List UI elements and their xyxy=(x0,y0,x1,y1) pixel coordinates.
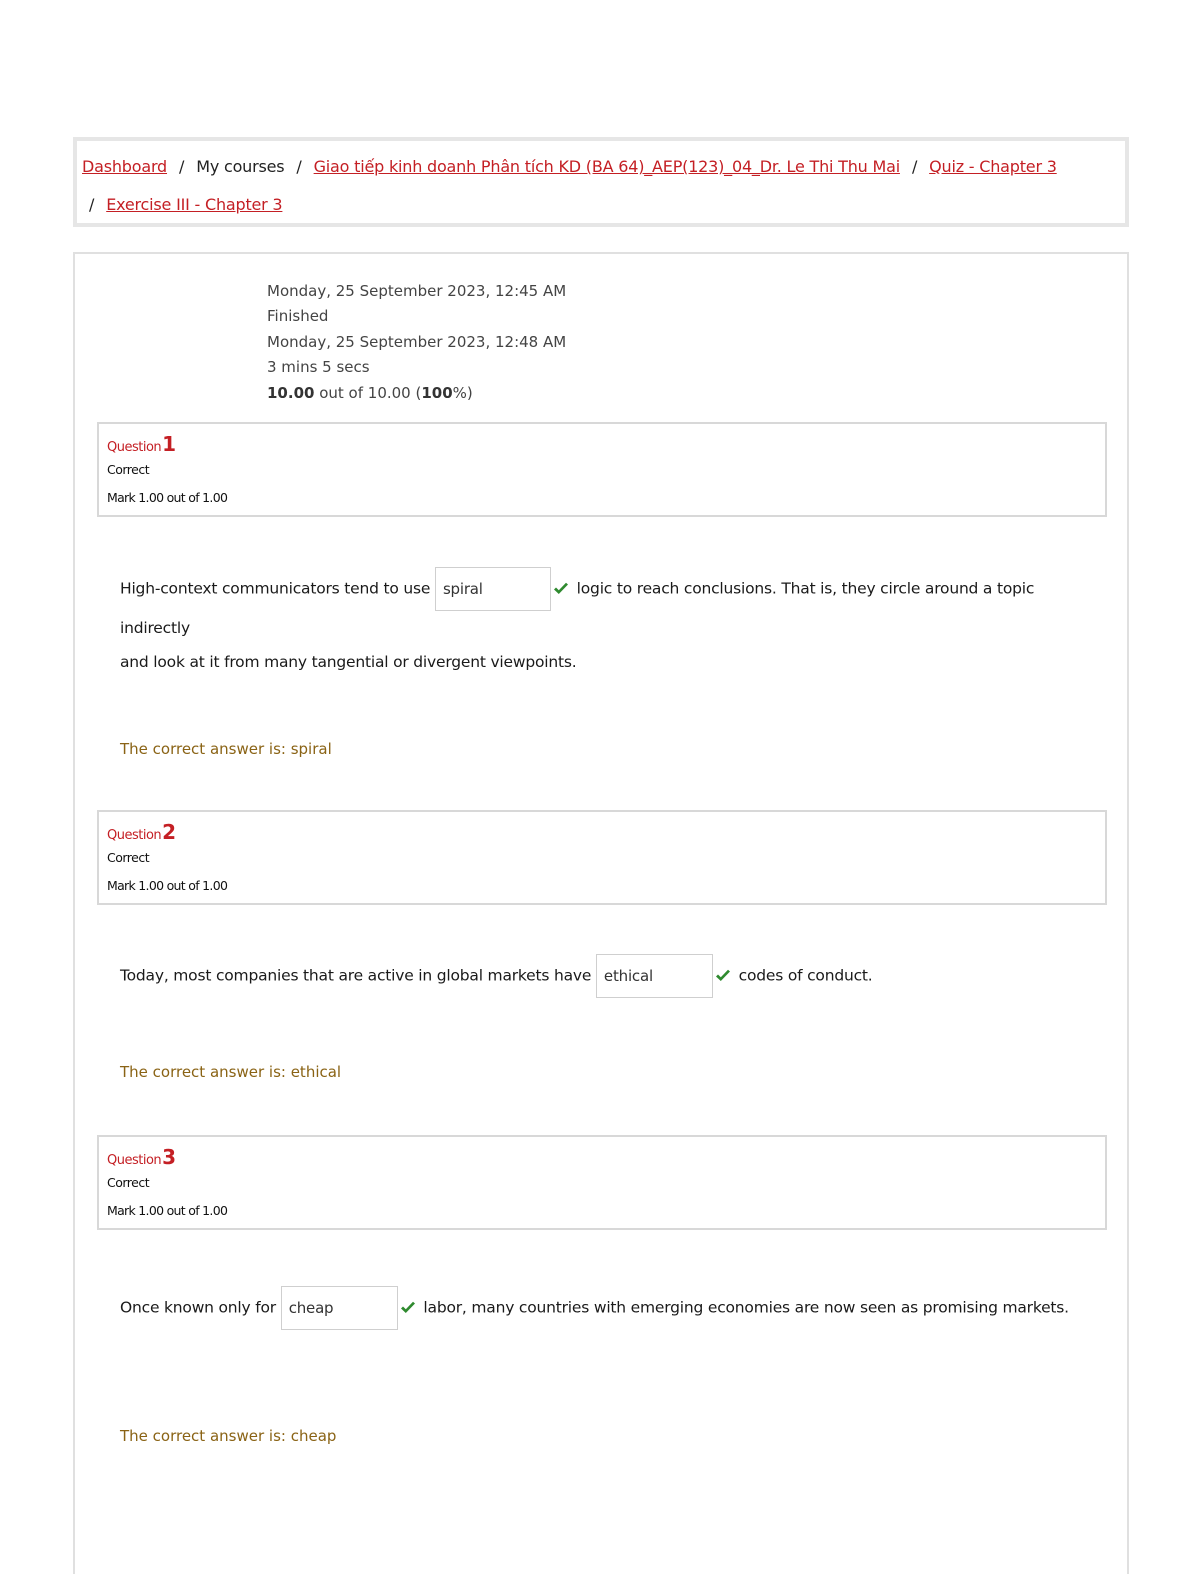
question-number xyxy=(107,1145,176,1169)
breadcrumb-separator: / xyxy=(179,157,185,176)
grade-value xyxy=(267,384,473,402)
started-on-value: Monday, 25 September 2023, 12:45 AM xyxy=(267,282,567,300)
question-text-after: labor, many countries with emerging economies are now seen as promising markets. xyxy=(423,1298,1069,1317)
question-label: Question xyxy=(107,828,162,843)
question-text-2 xyxy=(120,954,1070,998)
right-answer-1: The correct answer is: spiral xyxy=(120,740,332,758)
grade-percent-suffix: %) xyxy=(452,384,473,402)
breadcrumb-line-2 xyxy=(89,195,282,214)
question-text-line2: and look at it from many tangential or divergent viewpoints. xyxy=(120,653,577,671)
question-text-before: High-context communicators tend to use xyxy=(120,579,431,598)
question-info-3 xyxy=(97,1135,1107,1230)
check-icon xyxy=(400,1301,416,1315)
question-grade: Mark 1.00 out of 1.00 xyxy=(107,878,228,893)
question-number xyxy=(107,820,176,844)
question-text-1 xyxy=(120,567,1070,679)
breadcrumb-dashboard-link[interactable]: Dashboard xyxy=(82,157,168,176)
right-answer-2: The correct answer is: ethical xyxy=(120,1063,342,1081)
grade-out-of: out of 10.00 ( xyxy=(314,384,422,402)
quiz-review-panel xyxy=(73,252,1129,1574)
check-icon xyxy=(715,969,731,983)
breadcrumb-line-1 xyxy=(82,157,1057,176)
breadcrumb-separator: / xyxy=(911,157,918,176)
time-taken-value: 3 mins 5 secs xyxy=(267,358,370,376)
grade-percent: 100 xyxy=(421,384,453,402)
question-text-3 xyxy=(120,1286,1070,1330)
answer-input[interactable]: ethical xyxy=(596,954,713,998)
breadcrumb-separator: / xyxy=(89,195,95,214)
question-text-after: codes of conduct. xyxy=(738,966,873,985)
question-text-after: logic to reach conclusions. That is, they circle around a topic indirectly xyxy=(120,579,1035,637)
question-text-before: Once known only for xyxy=(120,1298,276,1317)
question-grade: Mark 1.00 out of 1.00 xyxy=(107,490,228,505)
answer-input[interactable]: spiral xyxy=(435,567,551,611)
grade-score: 10.00 xyxy=(267,384,315,402)
question-label: Question xyxy=(107,1153,162,1168)
question-num: 2 xyxy=(162,820,177,844)
question-number xyxy=(107,432,176,456)
breadcrumb xyxy=(73,137,1129,227)
question-info-2 xyxy=(97,810,1107,905)
right-answer-3: The correct answer is: cheap xyxy=(120,1427,337,1445)
question-label: Question xyxy=(107,440,162,455)
answer-input[interactable]: cheap xyxy=(281,1286,398,1330)
breadcrumb-my-courses[interactable]: My courses xyxy=(196,157,285,176)
breadcrumb-separator: / xyxy=(296,157,302,176)
question-num: 1 xyxy=(162,432,177,456)
check-icon xyxy=(553,582,569,596)
breadcrumb-course-link[interactable]: Giao tiếp kinh doanh Phân tích KD (BA 64)_AEP(123)_04_Dr. Le Thi Thu Mai xyxy=(313,157,900,176)
question-state: Correct xyxy=(107,1175,150,1190)
question-grade: Mark 1.00 out of 1.00 xyxy=(107,1203,228,1218)
question-text-before: Today, most companies that are active in global markets have xyxy=(120,966,592,985)
question-state: Correct xyxy=(107,850,150,865)
state-value: Finished xyxy=(267,307,329,325)
question-info-1 xyxy=(97,422,1107,517)
completed-on-value: Monday, 25 September 2023, 12:48 AM xyxy=(267,333,567,351)
question-num: 3 xyxy=(162,1145,177,1169)
breadcrumb-quiz-link[interactable]: Quiz - Chapter 3 xyxy=(929,157,1057,176)
breadcrumb-exercise-link[interactable]: Exercise III - Chapter 3 xyxy=(106,195,283,214)
question-state: Correct xyxy=(107,462,150,477)
